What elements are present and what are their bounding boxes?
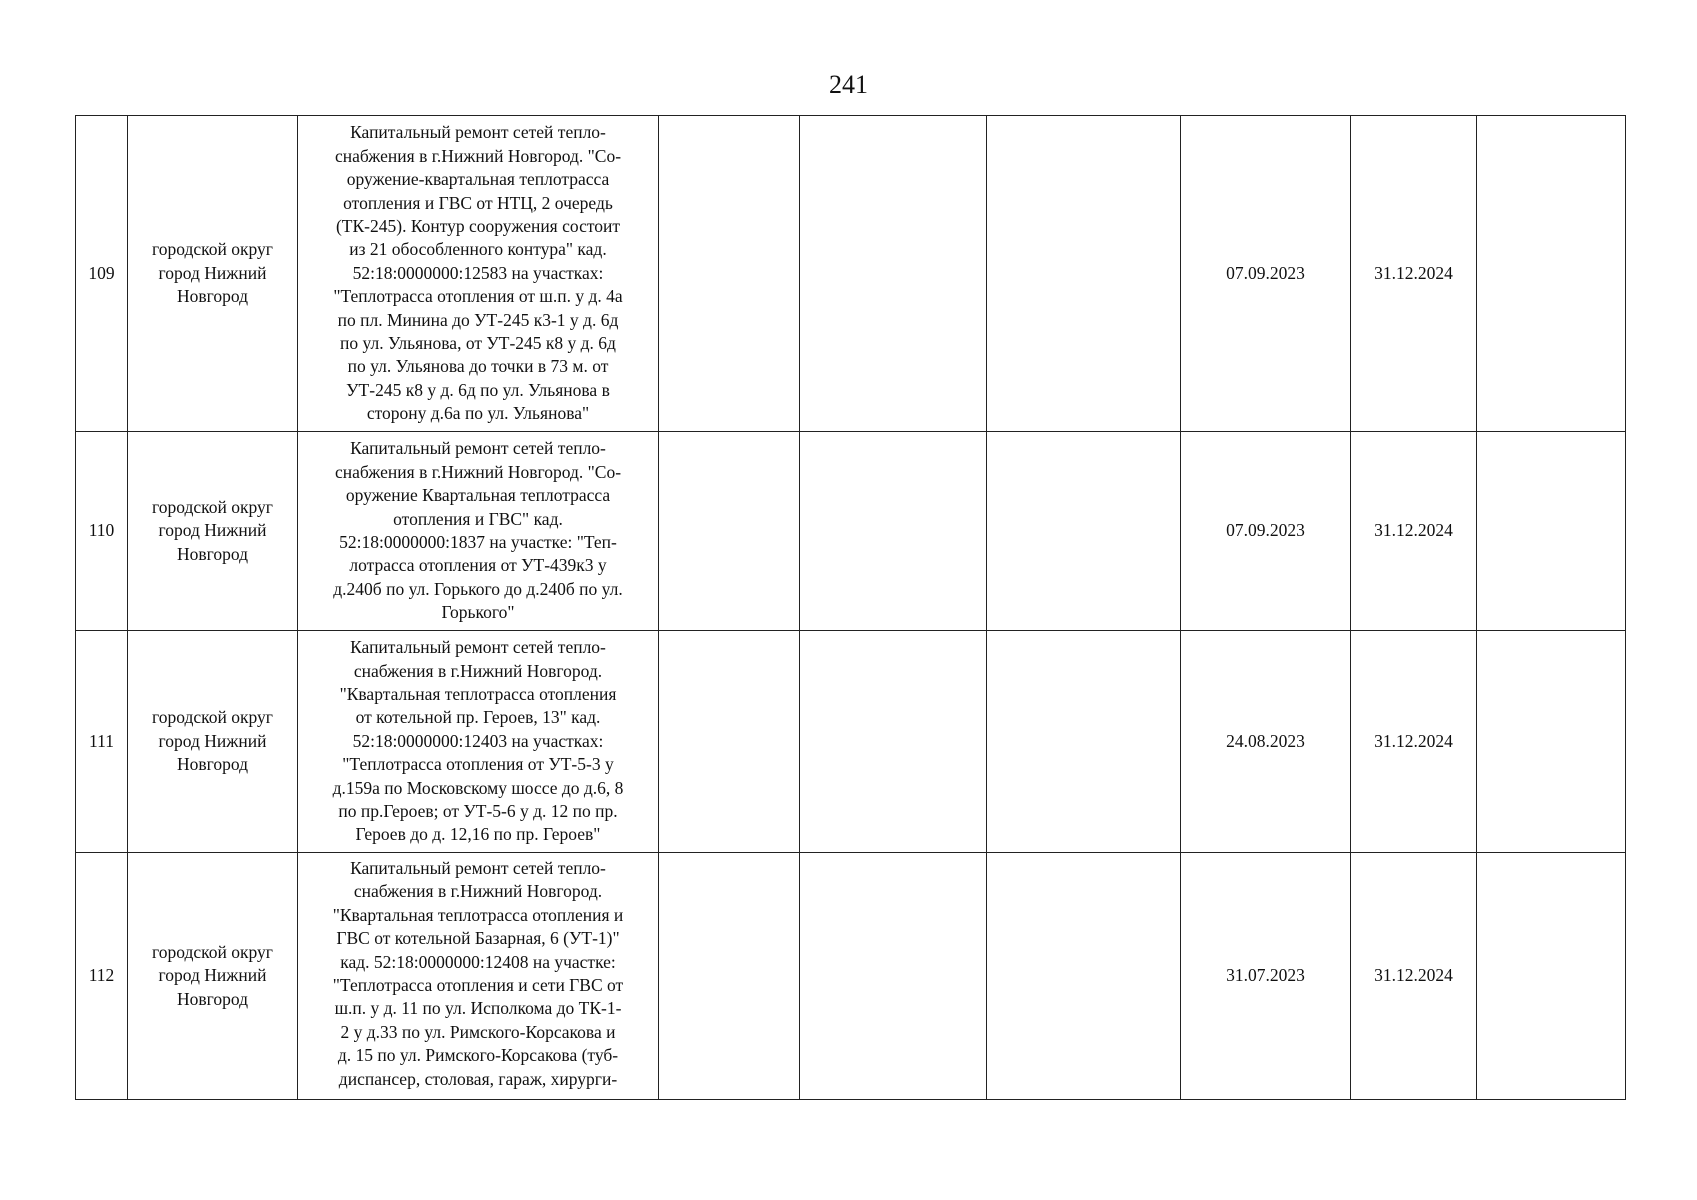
description-cell (298, 853, 659, 1100)
empty-cell (987, 631, 1181, 853)
end-date-cell: 31.12.2024 (1351, 631, 1477, 853)
page-number: 241 (829, 70, 868, 99)
empty-cell (659, 853, 800, 1100)
empty-cell (1477, 116, 1626, 432)
description-text: Капитальный ремонт сетей тепло- снабжения в г.Нижний Новгород. "Квартальная теплотрасса отопления и ГВС от котельной Базарная, 6 (УТ-1)" кад. 52:18:0000000:12408 на участке: "Теплотрасса отопления и сети ГВС от ш.п. у д. 11 по ул. Исполкома до ТК-1- 2 у д.33 по ул. Римского-Корсакова и д. 15 по ул. Римского-Корсакова (туб- диспансер, столовая, гараж, хирурги- (332, 858, 624, 1089)
table-row (76, 631, 1626, 853)
description-cell: Капитальный ремонт сетей тепло- снабжения в г.Нижний Новгород. "Квартальная теплотрасса отопления от котельной пр. Героев, 13" кад. 52:18:0000000:12403 на участках: "Теплотрасса отопления от УТ-5-3 у д.159а по Московскому шоссе до д.6, 8 по пр.Героев; от УТ-5-6 у д. 12 по пр. Героев до д. 12,16 по пр. Героев" (298, 631, 659, 853)
row-number: 109 (76, 116, 128, 432)
empty-cell (987, 432, 1181, 631)
municipality-cell: городской округ город Нижний Новгород (128, 432, 298, 631)
start-date-cell: 07.09.2023 (1181, 116, 1351, 432)
municipality-cell: городской округ город Нижний Новгород (128, 116, 298, 432)
row-number: 110 (76, 432, 128, 631)
start-date-cell: 07.09.2023 (1181, 432, 1351, 631)
start-date-cell: 24.08.2023 (1181, 631, 1351, 853)
municipality-cell: городской округ город Нижний Новгород (128, 631, 298, 853)
end-date-cell: 31.12.2024 (1351, 116, 1477, 432)
works-table (75, 115, 1626, 1100)
municipality-cell: городской округ город Нижний Новгород (128, 853, 298, 1100)
empty-cell (659, 631, 800, 853)
table-row (76, 116, 1626, 432)
empty-cell (800, 631, 987, 853)
end-date-cell: 31.12.2024 (1351, 853, 1477, 1100)
empty-cell (1477, 432, 1626, 631)
table-row (76, 853, 1626, 1100)
end-date-cell: 31.12.2024 (1351, 432, 1477, 631)
empty-cell (800, 432, 987, 631)
empty-cell (987, 853, 1181, 1100)
empty-cell (800, 116, 987, 432)
row-number: 112 (76, 853, 128, 1100)
empty-cell (659, 116, 800, 432)
empty-cell (1477, 631, 1626, 853)
empty-cell (659, 432, 800, 631)
empty-cell (987, 116, 1181, 432)
description-cell: Капитальный ремонт сетей тепло- снабжения в г.Нижний Новгород. "Со- оружение Квартальная теплотрасса отопления и ГВС" кад. 52:18:0000000:1837 на участке: "Теп- лотрасса отопления от УТ-439к3 у д.240б по ул. Горького до д.240б по ул. Горького" (298, 432, 659, 631)
row-number: 111 (76, 631, 128, 853)
table-row (76, 432, 1626, 631)
empty-cell (800, 853, 987, 1100)
empty-cell (1477, 853, 1626, 1100)
description-cell: Капитальный ремонт сетей тепло- снабжения в г.Нижний Новгород. "Со- оружение-квартальная теплотрасса отопления и ГВС от НТЦ, 2 очередь (ТК-245). Контур сооружения состоит из 21 обособленного контура" кад. 52:18:0000000:12583 на участках: "Теплотрасса отопления от ш.п. у д. 4а по пл. Минина до УТ-245 к3-1 у д. 6д по ул. Ульянова, от УТ-245 к8 у д. 6д по ул. Ульянова до точки в 73 м. от УТ-245 к8 у д. 6д по ул. Ульянова в сторону д.6а по ул. Ульянова" (298, 116, 659, 432)
start-date-cell: 31.07.2023 (1181, 853, 1351, 1100)
